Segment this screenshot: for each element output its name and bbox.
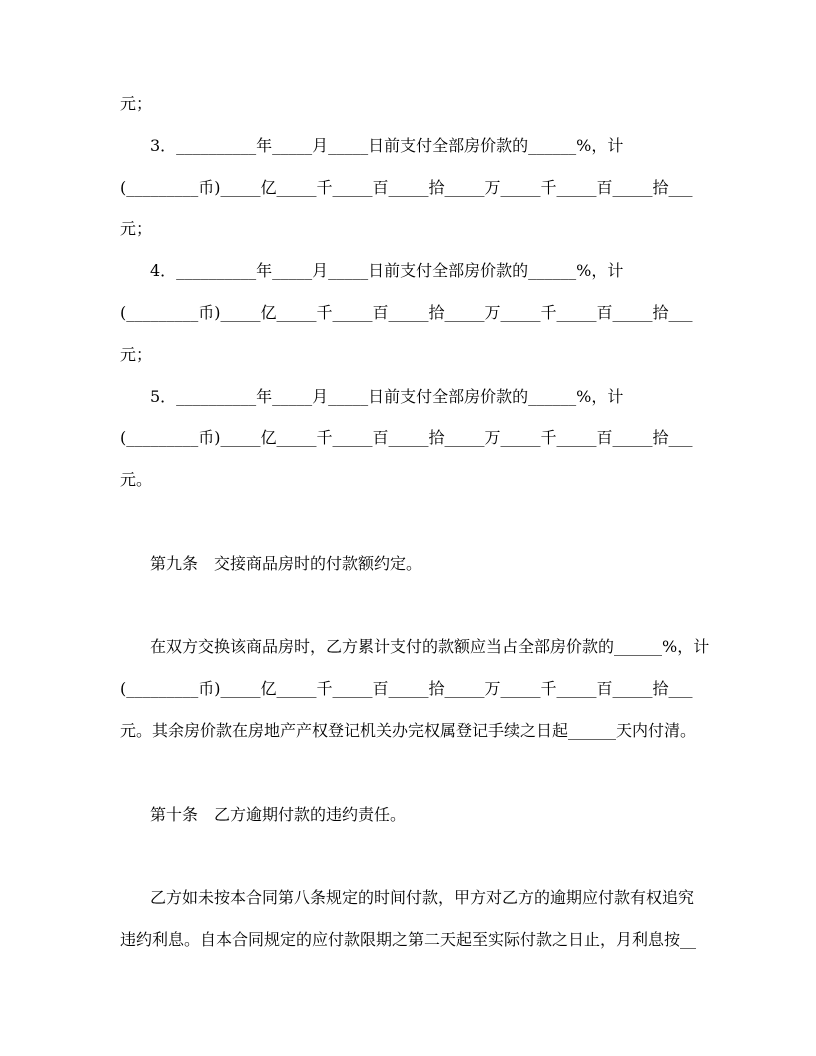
article-9-text-line: 在双方交换该商品房时，乙方累计支付的款额应当占全部房价款的______%，计 <box>150 637 710 657</box>
article-9-amount-line: (_________币)_____亿_____千_____百_____拾_____万_____千_____百_____拾___ <box>120 679 693 699</box>
article-9-heading: 第九条 交接商品房时的付款额约定。 <box>150 553 423 573</box>
article-10-heading: 第十条 乙方逾期付款的违约责任。 <box>150 804 407 824</box>
article-10-text-line: 乙方如未按本合同第八条规定的时间付款，甲方对乙方的逾期应付款有权追究 <box>150 888 695 908</box>
installment-5-end-line: 元。 <box>120 470 153 490</box>
installment-3-end-line: 元； <box>120 219 153 239</box>
installment-5-line: 5．__________年_____月_____日前支付全部房价款的______%，计 <box>150 386 624 406</box>
article-9-text-line: 元。其余房价款在房地产产权登记机关办完权属登记手续之日起______天内付清。 <box>120 720 697 740</box>
installment-3-amount-line: (_________币)_____亿_____千_____百_____拾_____万_____千_____百_____拾___ <box>120 177 693 197</box>
text-line: 元； <box>120 94 153 113</box>
contract-body <box>120 83 720 961</box>
installment-4-end-line: 元； <box>120 344 153 364</box>
installment-5-amount-line: (_________币)_____亿_____千_____百_____拾_____万_____千_____百_____拾___ <box>120 428 693 448</box>
article-10-text-line: 违约利息。自本合同规定的应付款限期之第二天起至实际付款之日止，月利息按__ <box>120 929 697 949</box>
installment-3-line: 3．__________年_____月_____日前支付全部房价款的______%，计 <box>150 135 624 155</box>
installment-4-line: 4．__________年_____月_____日前支付全部房价款的______%，计 <box>150 261 624 281</box>
installment-4-amount-line: (_________币)_____亿_____千_____百_____拾_____万_____千_____百_____拾___ <box>120 302 693 322</box>
